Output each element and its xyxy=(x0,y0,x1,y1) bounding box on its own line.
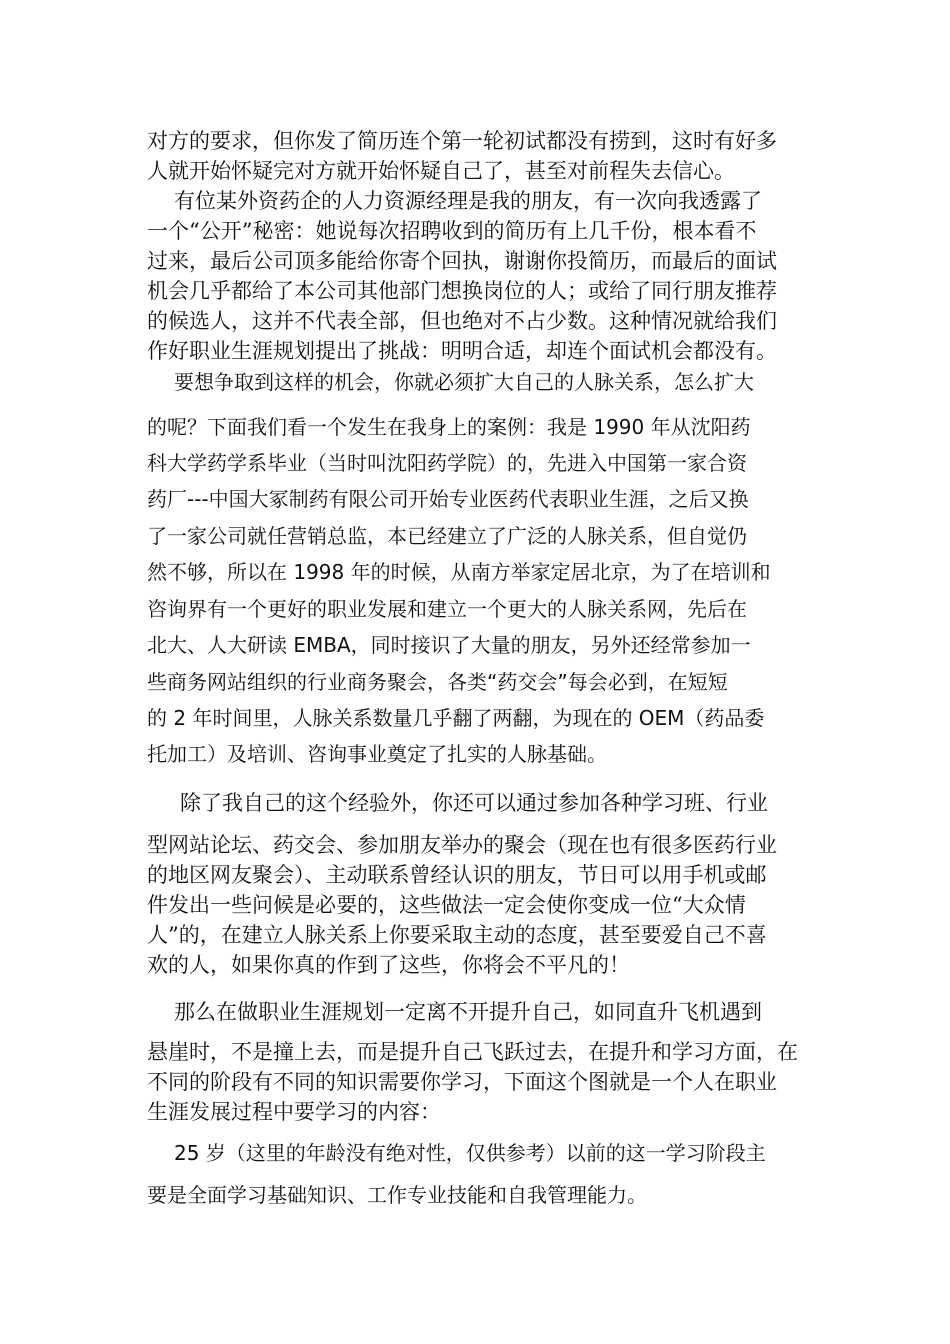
text-line: 不同的阶段有不同的知识需要你学习，下面这个图就是一个人在职业 xyxy=(147,1070,777,1094)
text-line: 要是全面学习基础知识、工作专业技能和自我管理能力。 xyxy=(147,1183,647,1207)
text-line: 北大、人大研读 EMBA，同时接识了大量的朋友，另外还经常参加一 xyxy=(147,633,751,657)
text-line: 了一家公司就任营销总监，本已经建立了广泛的人脉关系，但自觉仍 xyxy=(147,524,747,548)
text-line: 那么在做职业生涯规划一定离不开提升自己，如同直升飞机遇到 xyxy=(174,1000,762,1024)
text-line: 药厂---中国大冢制药有限公司开始专业医药代表职业生涯，之后又换 xyxy=(147,487,749,511)
text-line: 型网站论坛、药交会、参加朋友举办的聚会（现在也有很多医药行业 xyxy=(147,833,777,857)
text-line: 对方的要求，但你发了简历连个第一轮初试都没有捞到，这时有好多 xyxy=(147,129,777,153)
text-line: 要想争取到这样的机会，你就必须扩大自己的人脉关系，怎么扩大 xyxy=(174,370,754,394)
text-line: 一个“公开”秘密：她说每次招聘收到的简历有上几千份，根本看不 xyxy=(147,219,757,243)
text-line: 作好职业生涯规划提出了挑战：明明合适，却连个面试机会都没有。 xyxy=(147,339,777,363)
text-line: 的地区网友聚会）、主动联系曾经认识的朋友，节日可以用手机或邮 xyxy=(147,863,767,887)
text-line: 除了我自己的这个经验外，你还可以通过参加各种学习班、行业 xyxy=(180,791,768,815)
text-line: 然不够，所以在 1998 年的时候，从南方举家定居北京，为了在培训和 xyxy=(147,560,771,584)
text-line: 科大学药学系毕业（当时叫沈阳药学院）的，先进入中国第一家合资 xyxy=(147,451,747,475)
text-line: 生涯发展过程中要学习的内容： xyxy=(147,1100,441,1124)
text-line: 有位某外资药企的人力资源经理是我的朋友，有一次向我透露了 xyxy=(174,189,762,213)
text-line: 的呢？下面我们看一个发生在我身上的案例：我是 1990 年从沈阳药 xyxy=(147,415,751,439)
text-line: 件发出一些问候是必要的，这些做法一定会使你变成一位“大众情 xyxy=(147,893,746,917)
text-line: 欢的人，如果你真的作到了这些，你将会不平凡的！ xyxy=(147,953,630,977)
text-line: 的 2 年时间里，人脉关系数量几乎翻了两翻，为现在的 OEM（药品委 xyxy=(147,706,765,730)
text-line: 机会几乎都给了本公司其他部门想换岗位的人；或给了同行朋友推荐 xyxy=(147,279,777,303)
text-line: 25 岁（这里的年龄没有绝对性，仅供参考）以前的这一学习阶段主 xyxy=(174,1141,766,1165)
text-line: 托加工）及培训、咨询事业奠定了扎实的人脉基础。 xyxy=(147,742,607,766)
text-line: 人”的，在建立人脉关系上你要采取主动的态度，甚至要爱自己不喜 xyxy=(147,923,767,947)
text-line: 悬崖时，不是撞上去，而是提升自己飞跃过去，在提升和学习方面，在 xyxy=(147,1040,798,1064)
text-line: 的候选人，这并不代表全部，但也绝对不占少数。这种情况就给我们 xyxy=(147,309,777,333)
text-line: 过来，最后公司顶多能给你寄个回执，谢谢你投简历，而最后的面试 xyxy=(147,249,777,273)
text-line: 人就开始怀疑完对方就开始怀疑自己了，甚至对前程失去信心。 xyxy=(147,159,735,183)
text-line: 些商务网站组织的行业商务聚会，各类“药交会”每会必到，在短短 xyxy=(147,670,728,694)
text-line: 咨询界有一个更好的职业发展和建立一个更大的人脉关系网，先后在 xyxy=(147,597,747,621)
